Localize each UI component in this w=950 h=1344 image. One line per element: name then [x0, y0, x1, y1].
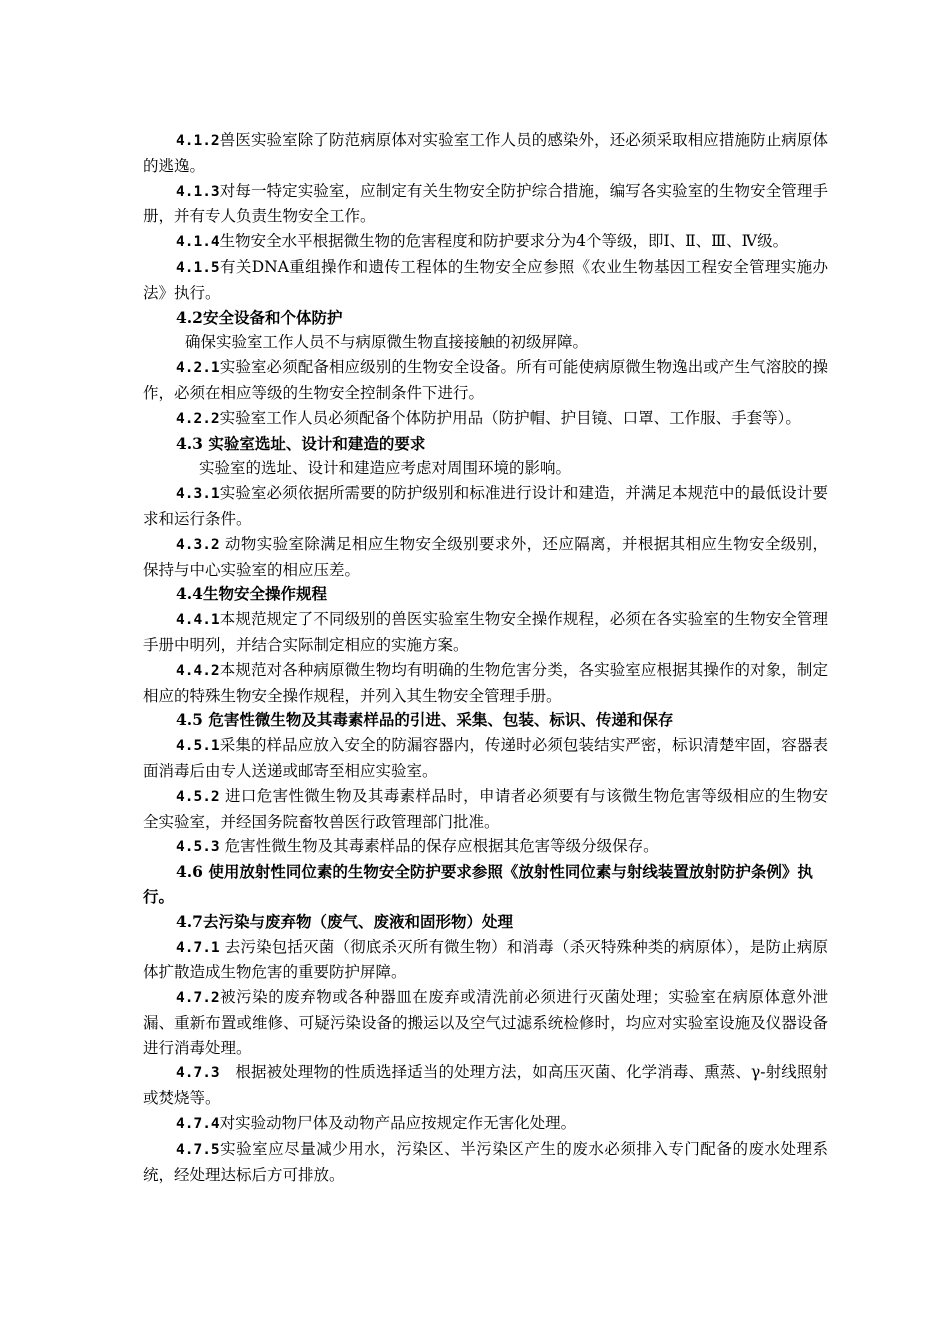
clause-text: 去污染包括灭菌（彻底杀灭所有微生物）和消毒（杀灭特殊种类的病原体），是防止病原体扩散造成生物危害的重要防护屏障。 — [143, 937, 828, 982]
clause-number: 4.7.3 — [176, 1065, 220, 1082]
section-heading: 4.2安全设备和个体防护 — [176, 307, 343, 327]
clause-number: 4.7.4 — [176, 1116, 220, 1133]
clause-text: 兽医实验室除了防范病原体对实验室工作人员的感染外，还必须采取相应措施防止病原体的逃逸。 — [143, 131, 828, 175]
clause-text: 进口危害性微生物及其毒素样品时，申请者必须要有与该微生物危害等级相应的生物安全实验室，并经国务院畜牧兽医行政管理部门批准。 — [143, 786, 828, 831]
numbered-clause — [143, 1060, 828, 1111]
numbered-clause — [143, 784, 828, 835]
clause-number: 4.3.1 — [176, 486, 220, 503]
clause-text: 有关DNA重组操作和遗传工程体的生物安全应参照《农业生物基因工程安全管理实施办法》执行。 — [143, 257, 828, 302]
section-heading: 4.7去污染与废弃物（废气、废液和固形物）处理 — [176, 911, 513, 931]
section-heading: 4.5 危害性微生物及其毒素样品的引进、采集、包装、标识、传递和保存 — [176, 710, 674, 730]
clause-number: 4.1.5 — [176, 259, 220, 276]
clause-text: 本规范对各种病原微生物均有明确的生物危害分类，各实验室应根据其操作的对象，制定相应的特殊生物安全操作规程，并列入其生物安全管理手册。 — [143, 660, 828, 705]
numbered-clause — [143, 179, 828, 230]
numbered-clause — [143, 255, 828, 306]
numbered-clause — [143, 658, 828, 709]
clause-text: 动物实验室除满足相应生物安全级别要求外，还应隔离，并根据其相应生物安全级别，保持与中心实验室的相应压差。 — [143, 534, 828, 579]
clause-text: 实验室应尽量减少用水，污染区、半污染区产生的废水必须排入专门配备的废水处理系统，经处理达标后方可排放。 — [143, 1139, 828, 1184]
clause-text: 实验室必须依据所需要的防护级别和标准进行设计和建造，并满足本规范中的最低设计要求和运行条件。 — [143, 484, 828, 528]
clause-number: 4.5.3 — [176, 839, 220, 856]
numbered-clause — [143, 1111, 828, 1137]
clause-text: 对实验动物尸体及动物产品应按规定作无害化处理。 — [219, 1114, 577, 1133]
clause-number: 4.1.4 — [176, 234, 220, 251]
numbered-clause — [143, 733, 828, 784]
numbered-clause — [143, 1137, 828, 1188]
numbered-clause — [143, 834, 828, 860]
numbered-clause — [143, 128, 828, 179]
numbered-clause — [143, 229, 828, 255]
clause-text: 根据被处理物的性质选择适当的处理方法，如高压灭菌、化学消毒、熏蒸、γ-射线照射或焚烧等。 — [143, 1063, 828, 1108]
clause-number: 4.5.2 — [176, 788, 220, 805]
clause-number: 4.7.2 — [176, 990, 220, 1007]
clause-text: 采集的样品应放入安全的防漏容器内，传递时必须包装结实严密，标识清楚牢固，容器表面消毒后由专人送递或邮寄至相应实验室。 — [143, 736, 828, 780]
numbered-clause — [143, 355, 828, 406]
section-heading: 4.4生物安全操作规程 — [176, 584, 327, 604]
clause-number: 4.2.1 — [176, 360, 220, 377]
clause-number: 4.7.5 — [176, 1141, 220, 1158]
intro-paragraph: 实验室的选址、设计和建造应考虑对周围环境的影响。 — [199, 459, 572, 478]
clause-text: 实验室工作人员必须配备个体防护用品（防护帽、护目镜、口罩、工作服、手套等）。 — [219, 408, 801, 427]
section-heading: 4.6 使用放射性同位素的生物安全防护要求参照《放射性同位素与射线装置放射防护条例》执行。 — [143, 862, 813, 906]
clause-text: 生物安全水平根据微生物的危害程度和防护要求分为4个等级，即Ⅰ、Ⅱ、Ⅲ、Ⅳ级。 — [219, 232, 789, 251]
clause-number: 4.1.3 — [176, 183, 220, 200]
numbered-clause — [143, 985, 828, 1060]
clause-number: 4.1.2 — [176, 133, 220, 149]
section-heading: 4.3 实验室选址、设计和建造的要求 — [176, 433, 426, 453]
numbered-clause — [143, 532, 828, 583]
clause-text: 被污染的废弃物或各种器皿在废弃或清洗前必须进行灭菌处理；实验室在病原体意外泄漏、重新布置或维修、可疑污染设备的搬运以及空气过滤系统检修时，均应对实验室设施及仪器设备进行消毒处理。 — [143, 988, 828, 1057]
clause-number: 4.2.2 — [176, 410, 220, 427]
numbered-clause — [143, 607, 828, 658]
numbered-clause — [143, 406, 828, 432]
clause-number: 4.3.2 — [176, 536, 220, 553]
clause-text: 实验室必须配备相应级别的生物安全设备。所有可能使病原微生物逸出或产生气溶胶的操作，必须在相应等级的生物安全控制条件下进行。 — [143, 358, 828, 402]
numbered-clause — [143, 481, 828, 532]
clause-number: 4.4.1 — [176, 612, 220, 629]
clause-text: 对每一特定实验室，应制定有关生物安全防护综合措施，编写各实验室的生物安全管理手册，并有专人负责生物安全工作。 — [143, 181, 828, 226]
intro-paragraph: 确保实验室工作人员不与病原微生物直接接触的初级屏障。 — [185, 333, 589, 352]
document-body — [143, 128, 828, 1187]
clause-text: 本规范规定了不同级别的兽医实验室生物安全操作规程，必须在各实验室的生物安全管理手册中明列，并结合实际制定相应的实施方案。 — [143, 610, 828, 654]
clause-number: 4.7.1 — [176, 939, 220, 956]
clause-text: 危害性微生物及其毒素样品的保存应根据其危害等级分级保存。 — [219, 837, 659, 856]
clause-number: 4.4.2 — [176, 662, 220, 679]
clause-number: 4.5.1 — [176, 738, 220, 755]
numbered-clause — [143, 935, 828, 986]
